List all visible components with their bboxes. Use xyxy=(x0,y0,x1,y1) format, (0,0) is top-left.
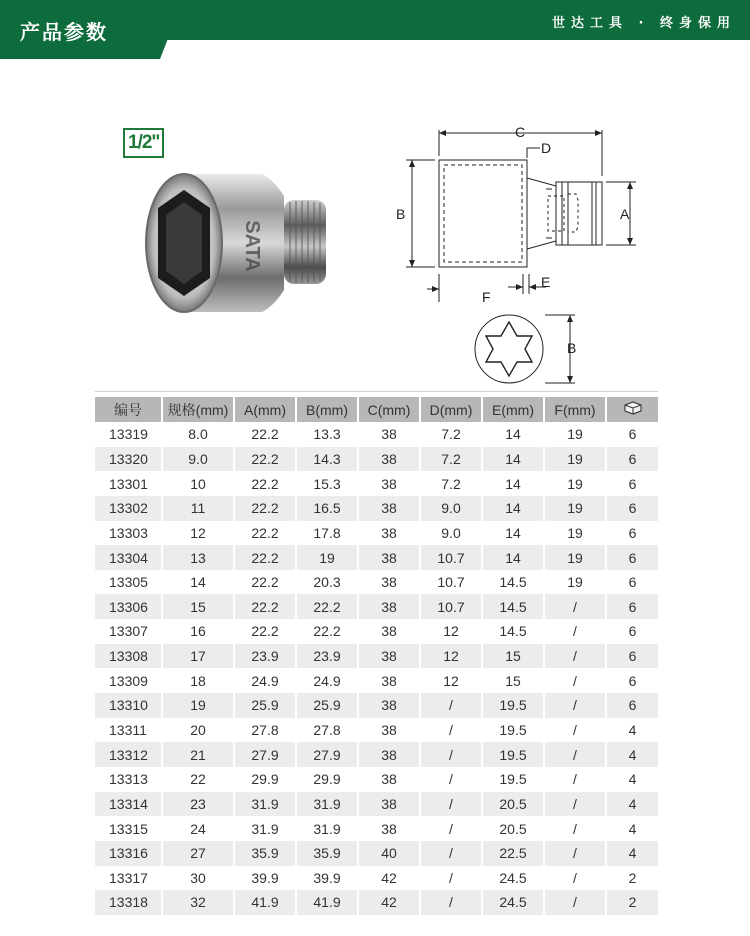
cell-a: 22.2 xyxy=(234,471,296,496)
cell-e: 19.5 xyxy=(482,693,544,718)
cell-a: 23.9 xyxy=(234,644,296,669)
cell-c: 38 xyxy=(358,471,420,496)
cell-b: 19 xyxy=(296,545,358,570)
cell-d: 7.2 xyxy=(420,471,482,496)
cell-package-qty: 6 xyxy=(606,422,658,447)
cell-f: 19 xyxy=(544,521,606,546)
table-row xyxy=(95,767,658,792)
col-header-part-no: 编号 xyxy=(95,397,162,422)
cell-f: / xyxy=(544,668,606,693)
dim-label-d: D xyxy=(541,140,552,156)
cell-f: / xyxy=(544,594,606,619)
cell-b: 25.9 xyxy=(296,693,358,718)
table-row xyxy=(95,447,658,472)
table-row xyxy=(95,545,658,570)
cell-package-qty: 4 xyxy=(606,767,658,792)
cell-c: 38 xyxy=(358,816,420,841)
table-row xyxy=(95,693,658,718)
cell-size: 27 xyxy=(162,841,234,866)
cell-part-no: 13303 xyxy=(95,521,162,546)
col-header-c: C(mm) xyxy=(358,397,420,422)
cell-c: 38 xyxy=(358,718,420,743)
cell-a: 22.2 xyxy=(234,447,296,472)
cell-package-qty: 6 xyxy=(606,521,658,546)
cell-a: 22.2 xyxy=(234,594,296,619)
cell-e: 24.5 xyxy=(482,890,544,915)
table-row xyxy=(95,644,658,669)
cell-b: 20.3 xyxy=(296,570,358,595)
cell-f: 19 xyxy=(544,570,606,595)
col-header-package xyxy=(606,397,658,422)
col-header-e: E(mm) xyxy=(482,397,544,422)
cell-d: / xyxy=(420,890,482,915)
dim-label-a: A xyxy=(620,206,630,222)
col-header-f: F(mm) xyxy=(544,397,606,422)
cell-package-qty: 6 xyxy=(606,545,658,570)
table-row xyxy=(95,496,658,521)
cell-b: 17.8 xyxy=(296,521,358,546)
cell-e: 14 xyxy=(482,496,544,521)
cell-c: 38 xyxy=(358,570,420,595)
cell-b: 13.3 xyxy=(296,422,358,447)
cell-package-qty: 6 xyxy=(606,693,658,718)
cell-part-no: 13314 xyxy=(95,792,162,817)
cell-size: 15 xyxy=(162,594,234,619)
cell-part-no: 13302 xyxy=(95,496,162,521)
table-row xyxy=(95,792,658,817)
cell-f: / xyxy=(544,816,606,841)
dim-label-e: E xyxy=(541,274,551,290)
cell-a: 25.9 xyxy=(234,693,296,718)
col-header-d: D(mm) xyxy=(420,397,482,422)
cell-part-no: 13309 xyxy=(95,668,162,693)
cell-f: / xyxy=(544,792,606,817)
cell-d: / xyxy=(420,866,482,891)
cell-size: 11 xyxy=(162,496,234,521)
cell-a: 22.2 xyxy=(234,570,296,595)
table-row xyxy=(95,816,658,841)
cell-d: 10.7 xyxy=(420,594,482,619)
brand-engraving: SATA xyxy=(241,220,263,272)
table-row xyxy=(95,570,658,595)
dim-label-b-end: B xyxy=(567,340,577,356)
cell-a: 27.9 xyxy=(234,742,296,767)
cell-f: / xyxy=(544,644,606,669)
cell-a: 41.9 xyxy=(234,890,296,915)
cell-d: 7.2 xyxy=(420,447,482,472)
cell-d: 10.7 xyxy=(420,570,482,595)
cell-a: 22.2 xyxy=(234,422,296,447)
cell-c: 38 xyxy=(358,742,420,767)
cell-e: 20.5 xyxy=(482,816,544,841)
cell-part-no: 13305 xyxy=(95,570,162,595)
cell-a: 24.9 xyxy=(234,668,296,693)
cell-d: 10.7 xyxy=(420,545,482,570)
cell-f: / xyxy=(544,693,606,718)
cell-package-qty: 4 xyxy=(606,841,658,866)
cell-d: / xyxy=(420,742,482,767)
cell-part-no: 13307 xyxy=(95,619,162,644)
cell-part-no: 13310 xyxy=(95,693,162,718)
table-row xyxy=(95,471,658,496)
dim-label-b: B xyxy=(396,206,406,222)
cell-a: 27.8 xyxy=(234,718,296,743)
cell-b: 15.3 xyxy=(296,471,358,496)
cell-part-no: 13319 xyxy=(95,422,162,447)
cell-d: / xyxy=(420,816,482,841)
cell-c: 38 xyxy=(358,422,420,447)
cell-d: / xyxy=(420,718,482,743)
dim-label-f: F xyxy=(482,289,491,305)
cell-e: 14 xyxy=(482,471,544,496)
brand-slogan: 世达工具 · 终身保用 xyxy=(552,16,736,31)
cell-size: 22 xyxy=(162,767,234,792)
table-row xyxy=(95,841,658,866)
cell-b: 14.3 xyxy=(296,447,358,472)
cell-f: / xyxy=(544,718,606,743)
cell-package-qty: 4 xyxy=(606,816,658,841)
cell-e: 14 xyxy=(482,545,544,570)
cell-f: 19 xyxy=(544,545,606,570)
cell-package-qty: 6 xyxy=(606,594,658,619)
cell-a: 22.2 xyxy=(234,545,296,570)
cell-size: 20 xyxy=(162,718,234,743)
cell-f: 19 xyxy=(544,422,606,447)
cell-b: 31.9 xyxy=(296,816,358,841)
cell-size: 17 xyxy=(162,644,234,669)
cell-package-qty: 4 xyxy=(606,792,658,817)
cell-e: 22.5 xyxy=(482,841,544,866)
cell-d: 12 xyxy=(420,668,482,693)
cell-f: 19 xyxy=(544,447,606,472)
cell-size: 10 xyxy=(162,471,234,496)
cell-size: 19 xyxy=(162,693,234,718)
cell-e: 15 xyxy=(482,644,544,669)
cell-c: 38 xyxy=(358,792,420,817)
cell-e: 14 xyxy=(482,447,544,472)
cell-e: 19.5 xyxy=(482,742,544,767)
cell-d: / xyxy=(420,693,482,718)
cell-size: 23 xyxy=(162,792,234,817)
cell-d: / xyxy=(420,767,482,792)
cell-c: 38 xyxy=(358,447,420,472)
cell-part-no: 13317 xyxy=(95,866,162,891)
socket-product-image xyxy=(134,166,344,320)
cell-part-no: 13320 xyxy=(95,447,162,472)
cell-a: 31.9 xyxy=(234,792,296,817)
cell-a: 29.9 xyxy=(234,767,296,792)
cell-size: 16 xyxy=(162,619,234,644)
cell-c: 42 xyxy=(358,866,420,891)
cell-package-qty: 6 xyxy=(606,447,658,472)
cell-d: 12 xyxy=(420,644,482,669)
cell-size: 18 xyxy=(162,668,234,693)
spec-table xyxy=(95,397,658,915)
table-row xyxy=(95,718,658,743)
table-row xyxy=(95,866,658,891)
cell-size: 30 xyxy=(162,866,234,891)
table-row xyxy=(95,619,658,644)
drive-size-badge: 1/2" xyxy=(123,128,164,158)
cell-b: 22.2 xyxy=(296,594,358,619)
cell-size: 13 xyxy=(162,545,234,570)
cell-size: 32 xyxy=(162,890,234,915)
cell-e: 14 xyxy=(482,521,544,546)
cell-d: 9.0 xyxy=(420,521,482,546)
dim-label-c: C xyxy=(515,124,526,140)
cell-b: 27.9 xyxy=(296,742,358,767)
cell-b: 41.9 xyxy=(296,890,358,915)
cell-b: 23.9 xyxy=(296,644,358,669)
cell-c: 38 xyxy=(358,496,420,521)
cell-a: 22.2 xyxy=(234,521,296,546)
cell-f: / xyxy=(544,890,606,915)
cell-a: 22.2 xyxy=(234,496,296,521)
table-row xyxy=(95,422,658,447)
table-top-divider xyxy=(95,391,658,392)
cell-part-no: 13316 xyxy=(95,841,162,866)
cell-b: 39.9 xyxy=(296,866,358,891)
cell-package-qty: 6 xyxy=(606,619,658,644)
cell-c: 38 xyxy=(358,668,420,693)
cell-b: 31.9 xyxy=(296,792,358,817)
dimension-diagram xyxy=(396,124,640,389)
cell-a: 39.9 xyxy=(234,866,296,891)
cell-part-no: 13311 xyxy=(95,718,162,743)
cell-a: 35.9 xyxy=(234,841,296,866)
table-body xyxy=(95,422,658,915)
cell-e: 15 xyxy=(482,668,544,693)
page-title: 产品参数 xyxy=(20,20,108,44)
cell-package-qty: 4 xyxy=(606,742,658,767)
cell-f: / xyxy=(544,742,606,767)
cell-size: 12 xyxy=(162,521,234,546)
cell-package-qty: 2 xyxy=(606,890,658,915)
cell-d: / xyxy=(420,792,482,817)
cell-part-no: 13304 xyxy=(95,545,162,570)
cell-c: 40 xyxy=(358,841,420,866)
cell-e: 19.5 xyxy=(482,767,544,792)
cell-b: 35.9 xyxy=(296,841,358,866)
table-row xyxy=(95,668,658,693)
cell-size: 24 xyxy=(162,816,234,841)
cell-d: 7.2 xyxy=(420,422,482,447)
cell-package-qty: 2 xyxy=(606,866,658,891)
cell-e: 14.5 xyxy=(482,619,544,644)
cell-f: / xyxy=(544,767,606,792)
cell-b: 29.9 xyxy=(296,767,358,792)
cell-d: 12 xyxy=(420,619,482,644)
cell-part-no: 13318 xyxy=(95,890,162,915)
cell-e: 20.5 xyxy=(482,792,544,817)
cell-e: 14.5 xyxy=(482,570,544,595)
col-header-a: A(mm) xyxy=(234,397,296,422)
cell-f: / xyxy=(544,841,606,866)
cell-part-no: 13312 xyxy=(95,742,162,767)
cell-f: / xyxy=(544,619,606,644)
cell-part-no: 13315 xyxy=(95,816,162,841)
cell-size: 9.0 xyxy=(162,447,234,472)
cell-part-no: 13306 xyxy=(95,594,162,619)
cell-b: 22.2 xyxy=(296,619,358,644)
cell-size: 8.0 xyxy=(162,422,234,447)
cell-part-no: 13308 xyxy=(95,644,162,669)
cell-c: 38 xyxy=(358,594,420,619)
cell-package-qty: 6 xyxy=(606,644,658,669)
table-row xyxy=(95,742,658,767)
cell-package-qty: 6 xyxy=(606,496,658,521)
table-header-row xyxy=(95,397,658,422)
table-row xyxy=(95,521,658,546)
cell-c: 38 xyxy=(358,693,420,718)
cell-c: 38 xyxy=(358,644,420,669)
cell-package-qty: 6 xyxy=(606,471,658,496)
col-header-b: B(mm) xyxy=(296,397,358,422)
cell-part-no: 13313 xyxy=(95,767,162,792)
cell-e: 14.5 xyxy=(482,594,544,619)
cell-size: 21 xyxy=(162,742,234,767)
cell-size: 14 xyxy=(162,570,234,595)
cell-package-qty: 6 xyxy=(606,668,658,693)
cell-a: 31.9 xyxy=(234,816,296,841)
table-row xyxy=(95,890,658,915)
cell-d: / xyxy=(420,841,482,866)
cell-package-qty: 6 xyxy=(606,570,658,595)
cell-b: 16.5 xyxy=(296,496,358,521)
cell-e: 24.5 xyxy=(482,866,544,891)
cell-b: 24.9 xyxy=(296,668,358,693)
cell-f: / xyxy=(544,866,606,891)
cell-c: 38 xyxy=(358,545,420,570)
cell-c: 42 xyxy=(358,890,420,915)
table-row xyxy=(95,594,658,619)
page-header xyxy=(0,0,750,59)
cell-b: 27.8 xyxy=(296,718,358,743)
cell-c: 38 xyxy=(358,619,420,644)
cell-f: 19 xyxy=(544,496,606,521)
package-icon xyxy=(623,401,643,415)
cell-part-no: 13301 xyxy=(95,471,162,496)
cell-e: 14 xyxy=(482,422,544,447)
cell-d: 9.0 xyxy=(420,496,482,521)
cell-f: 19 xyxy=(544,471,606,496)
col-header-size: 规格(mm) xyxy=(162,397,234,422)
cell-a: 22.2 xyxy=(234,619,296,644)
cell-e: 19.5 xyxy=(482,718,544,743)
cell-package-qty: 4 xyxy=(606,718,658,743)
cell-c: 38 xyxy=(358,521,420,546)
cell-c: 38 xyxy=(358,767,420,792)
